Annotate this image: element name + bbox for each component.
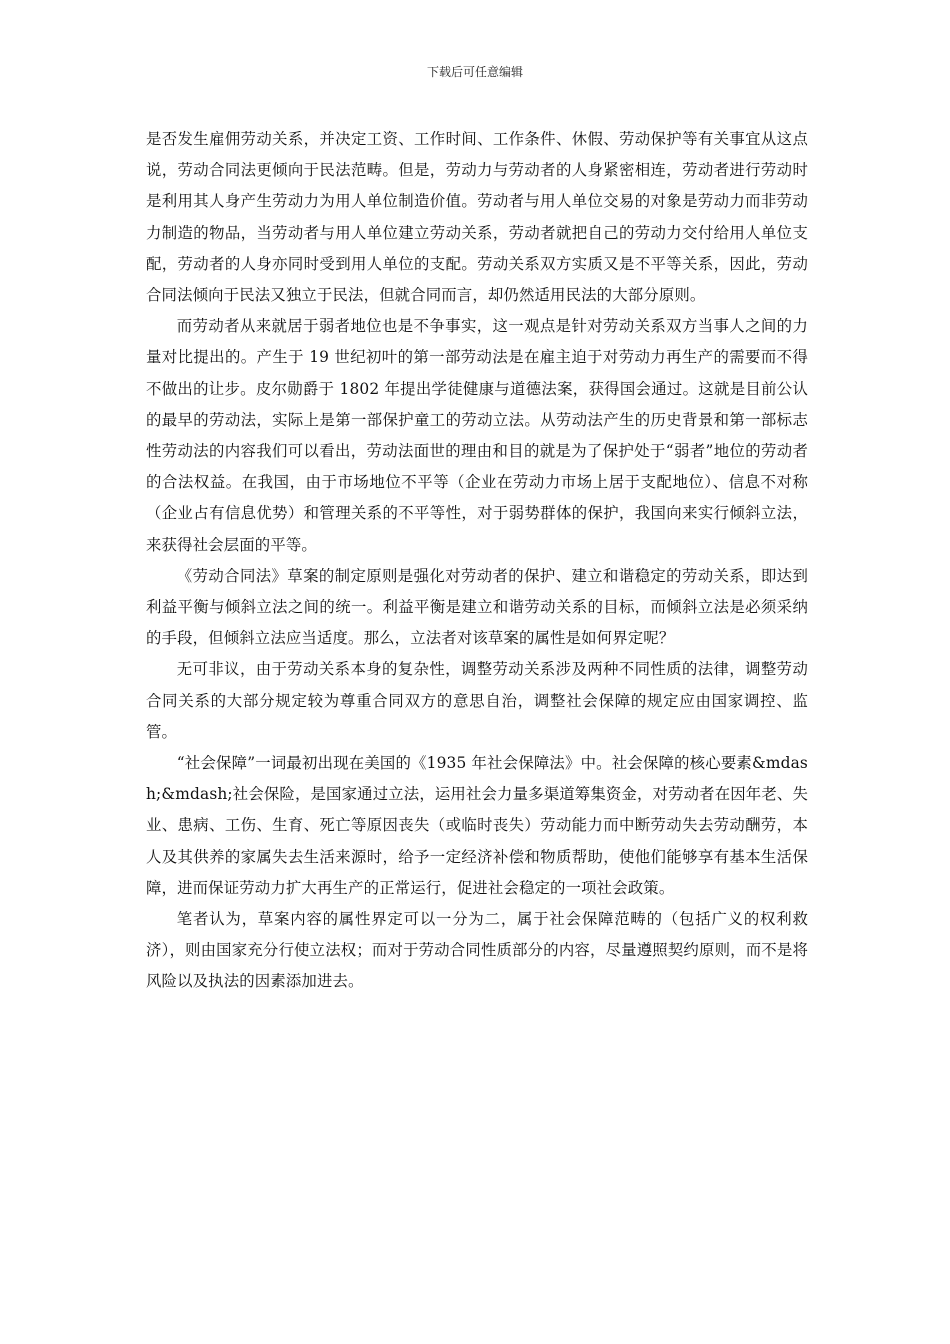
page-header: 下载后可任意编辑 [426, 65, 523, 79]
paragraph-continuation: 是否发生雇佣劳动关系，并决定工资、工作时间、工作条件、休假、劳动保护等有关事宜从这点说，劳动合同法更倾向于民法范畴。但是，劳动力与劳动者的人身紧密相连，劳动者进行劳动时是利用其人身产生劳动力为用人单位制造价值。劳动者与用人单位交易的对象是劳动力而非劳动力制造的物品，当劳动者与用人单位建立劳动关系，劳动者就把自己的劳动力交付给用人单位支配，劳动者的人身亦同时受到用人单位的支配。劳动关系双方实质又是不平等关系，因此，劳动合同法倾向于民法又独立于民法，但就合同而言，却仍然适用民法的大部分原则。 [146, 130, 808, 305]
document-body [146, 124, 808, 998]
paragraph-draft-principle: 《劳动合同法》草案的制定原则是强化对劳动者的保护、建立和谐稳定的劳动关系，即达到利益平衡与倾斜立法之间的统一。利益平衡是建立和谐劳动关系的目标，而倾斜立法是必须采纳的手段，但倾斜立法应当适度。那么，立法者对该草案的属性是如何界定呢？ [146, 566, 808, 648]
paragraph-weak-position: 而劳动者从来就居于弱者地位也是不争事实，这一观点是针对劳动关系双方当事人之间的力量对比提出的。产生于 19 世纪初叶的第一部劳动法是在雇主迫于对劳动力再生产的需要而不得不做出的让步。皮尔勋爵于 1802 年提出学徒健康与道德法案，获得国会通过。这就是目前公认的最早的劳动法，实际上是第一部保护童工的劳动立法。从劳动法产生的历史背景和第一部标志性劳动法的内容我们可以看出，劳动法面世的理由和目的就是为了保护处于“弱者”地位的劳动者的合法权益。在我国，由于市场地位不平等（企业在劳动力市场上居于支配地位）、信息不对称（企业占有信息优势）和管理关系的不平等性，对于弱势群体的保护，我国向来实行倾斜立法，来获得社会层面的平等。 [146, 317, 808, 554]
paragraph-complexity: 无可非议，由于劳动关系本身的复杂性，调整劳动关系涉及两种不同性质的法律，调整劳动合同关系的大部分规定较为尊重合同双方的意思自治，调整社会保障的规定应由国家调控、监管。 [146, 660, 808, 741]
paragraph-author-view: 笔者认为，草案内容的属性界定可以一分为二，属于社会保障范畴的（包括广义的权利救济），则由国家充分行使立法权；而对于劳动合同性质部分的内容，尽量遵照契约原则，而不是将风险以及执法的因素添加进去。 [146, 910, 808, 991]
paragraph-social-security: “社会保障”一词最初出现在美国的《1935 年社会保障法》中。社会保障的核心要素&mdash;&mdash;社会保险，是国家通过立法，运用社会力量多渠道筹集资金，对劳动者在因年老、失业、患病、工伤、生育、死亡等原因丧失（或临时丧失）劳动能力而中断劳动失去劳动酬劳，本人及其供养的家属失去生活来源时，给予一定经济补偿和物质帮助，使他们能够享有基本生活保障，进而保证劳动力扩大再生产的正常运行，促进社会稳定的一项社会政策。 [146, 754, 808, 897]
